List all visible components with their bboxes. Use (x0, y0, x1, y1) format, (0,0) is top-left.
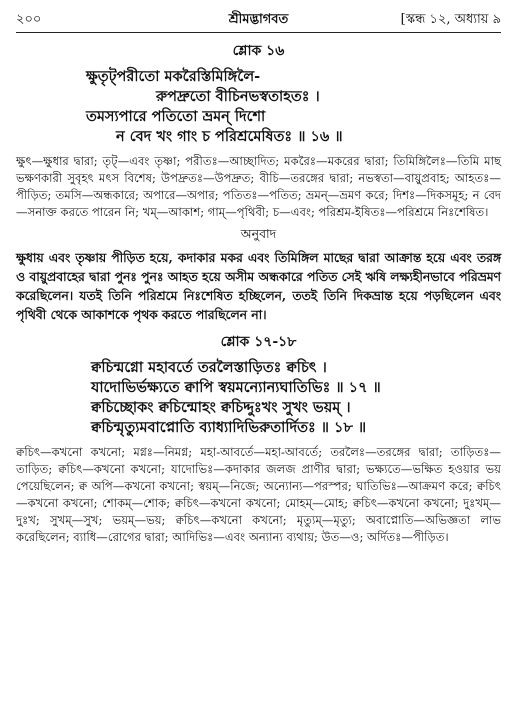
translation-16: ক্ষুধায় এবং তৃষ্ণায় পীড়িত হয়ে, কদাকার মকর এবং তিমিঙ্গিল মাছের দ্বারা আক্রান্ত হয়ে এবং তরঙ্গ ও বায়ুপ্রবাহের দ্বারা পুনঃ পুনঃ আহত হয়ে অসীম অন্ধকারে পতিত সেই ঋষি লক্ষ্যহীনভাবে পরিভ্রমণ করেছিলেন। যতই তিনি পরিশ্রমে নিঃশেষিত হচ্ছিলেন, ততই তিনি দিকভ্রান্ত হয়ে পড়ছিলেন এবং পৃথিবী থেকে আকাশকে পৃথক করতে পারছিলেন না। (16, 250, 501, 322)
header-rule (16, 32, 501, 33)
verse-heading-17-18: শ্লোক ১৭-১৮ (220, 334, 297, 350)
verse-line: তমস্যপারে পতিতো ভ্রমন্ দিশো (86, 108, 266, 125)
word-meanings-17-18: ক্বচিৎ—কখনো কখনো; মগ্নঃ—নিমগ্ন; মহা-আবর্তে—মহা-আবর্তে; তরলৈঃ—তরঙ্গের দ্বারা; তাড়িতঃ—তাড়িত; ক্বচিৎ—কখনো কখনো; যাদোভিঃ—কদাকার জলজ প্রাণীর দ্বারা; ভক্ষ্যতে—ভক্ষিত হওয়ার ভয় পেয়েছিলেন; ক্ব অপি—কখনো কখনো; স্বয়ম্—নিজে; অন্যোন্য—পরস্পর; ঘাতিভিঃ—আক্রমণ করে; ক্বচিৎ—কখনো কখনো; শোকম্—শোক; ক্বচিৎ—কখনো কখনো; মোহম্—মোহ; ক্বচিৎ—কখনো কখনো; দুঃখম্—দুঃখ; সুখম্—সুখ; ভয়ম্—ভয়; ক্বচিৎ—কখনো কখনো; মৃত্যুম্—মৃত্যু; অবাপ্নোতি—অভিজ্ঞতা লাভ করেছিলেন; ব্যাধি—রোগের দ্বারা; আদিভিঃ—এবং অন্যান্য ব্যথায়; উত—ও; অর্দিতঃ—পীড়িত। (16, 445, 501, 544)
page-number: ২০০ (16, 12, 42, 27)
section-indicator: [স্কন্ধ ১২, অধ্যায় ৯ (400, 12, 501, 27)
verse-heading-16: শ্লোক ১৬ (232, 43, 285, 59)
verse-line: ক্ষুতৃট্‌পরীতো মকরৈস্তিমিঙ্গিলৈ- (86, 68, 261, 85)
book-title: শ্রীমদ্ভাগবত (228, 12, 289, 27)
verse-line: ন বেদ খং গাং চ পরিশ্রমেষিতঃ ॥ ১৬ ॥ (116, 128, 343, 145)
verse-line: ক্বচিচ্ছোকং ক্বচিন্মোহং ক্বচিদ্দুঃখং সুখং ভয়ম্ । (91, 399, 351, 416)
verse-17-18 (16, 358, 501, 438)
running-header (16, 8, 501, 30)
verse-line: ক্বচিন্মৃত্যুমবাপ্নোতি ব্যাধ্যাদিভিরুতার্দিতঃ ॥ ১৮ ॥ (91, 419, 367, 436)
verse-line: যাদোভির্ভক্ষ্যতে ক্বাপি স্বয়মন্যোন্যঘাতিভিঃ ॥ ১৭ ॥ (91, 379, 381, 396)
verse-line: রুপদ্রুতো বীচিনভস্বতাহতঃ । (156, 88, 320, 105)
verse-16 (16, 67, 501, 147)
verse-line: ক্বচিন্মগ্নো মহাবর্তে তরলৈস্তাড়িতঃ ক্বচিৎ । (91, 359, 327, 376)
translation-heading: অনুবাদ (240, 226, 277, 241)
word-meanings-16: ক্ষুৎ—ক্ষুধার দ্বারা; তৃট্—এবং তৃষ্ণা; পরীতঃ—আচ্ছাদিত; মকরৈঃ—মকরের দ্বারা; তিমিঙ্গিলৈঃ—তিমি মাছ ভক্ষণকারী সুবৃহৎ মৎস বিশেষ; উপদ্রুতঃ—উপদ্রুত; বীচি—তরঙ্গের দ্বারা; নভস্বতা—বায়ুপ্রবাহ; আহতঃ—পীড়িত; তমসি—অন্ধকারে; অপারে—অপার; পতিতঃ—পতিত; ভ্রমন্—ভ্রমণ করে; দিশঃ—দিকসমূহ; ন বেদ—সনাক্ত করতে পারেন নি; খম্—আকাশ; গাম্—পৃথিবী; চ—এবং; পরিশ্রম-ইষিতঃ—পরিশ্রমে নিঃশেষিত। (16, 154, 501, 219)
